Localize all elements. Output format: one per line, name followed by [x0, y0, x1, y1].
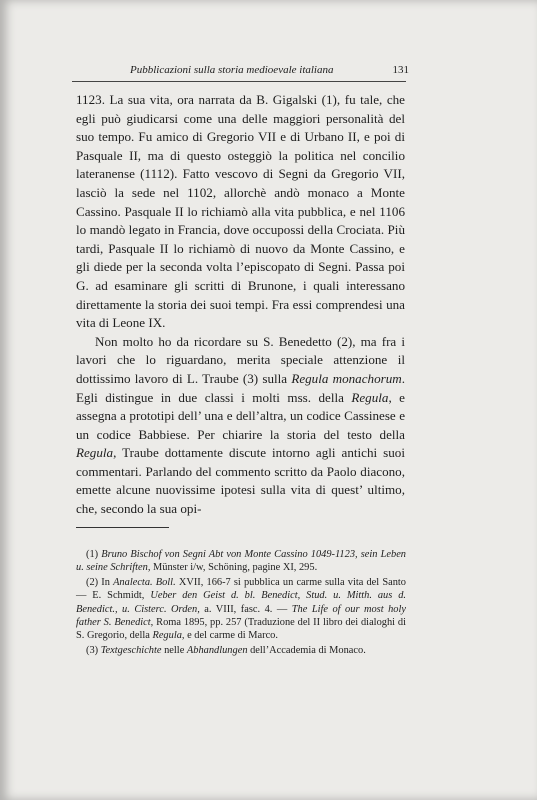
footnote-3-title-1: Textgeschichte — [100, 644, 162, 656]
running-title: Pubblicazioni sulla storia medioevale italiana — [130, 64, 334, 76]
page-number: 131 — [392, 64, 409, 76]
footnote-2-marker: (2) In — [86, 576, 114, 588]
footnote-rule — [76, 527, 169, 528]
footnote-3-title-2: Abhandlungen — [186, 644, 248, 656]
footnote-2 — [76, 576, 406, 643]
p2-title-regula-2: Regula — [76, 445, 114, 461]
footnote-3-marker: (3) — [86, 644, 101, 656]
p2-title-regula-monachorum: Regula monachorum — [291, 370, 402, 386]
footnotes — [76, 548, 406, 657]
footnote-3 — [76, 644, 406, 657]
footnote-2-title-2: The Life of our most holy father S. Benedict, — [76, 603, 406, 629]
footnote-2-title-3: Regula, — [152, 630, 185, 642]
footnote-1 — [76, 548, 406, 575]
footnote-3-text-c: nelle — [161, 644, 187, 656]
footnote-2-text-c: XVII, 166-7 si pubblica un carme sulla vita del Santo — E. Schmidt, — [76, 576, 406, 602]
header-rule — [72, 81, 406, 82]
p2-text-c: . Egli distingue in due classi i molti mss. della — [76, 370, 406, 405]
footnote-2-text-i: e del carme di Marco. — [184, 630, 278, 642]
footnote-1-text: Münster i/w, Schöning, pagine XI, 295. — [150, 562, 318, 574]
paragraph-1 — [76, 91, 405, 333]
footnote-2-title-1: Ueber den Geist d. bl. Benedict, Stud. u. Mitth. aus d. Benedict., u. Cisterc. Orden, — [76, 590, 406, 615]
paragraph-1-text: 1123. La sua vita, ora narrata da B. Gigalski (1), fu tale, che egli può giudicarsi come una delle maggiori personalità del suo tempo. Fu amico di Gregorio VII e di Urbano II, e poi di Pasquale II, ma di questo osteggiò la politica nel concilio lateranense (1112). Fatto vescovo di Segni da Gregorio VII, lasciò la sede nel 1102, allorchè andò monaco a Monte Cassino. Pasquale II lo richiamò alla vita pubblica, e nel 1106 lo mandò legato in Francia, dove occupossi della Crociata. Più tardi, Pasquale II lo richiamò di nuovo da Monte Cassino, e gli diede per la seconda volta l’episcopato di Segni. Passa poi G. ad esaminare gli scritti di Brunone, i quali interessano direttamente la storia dei suoi tempi. Fra essi comprendesi una vita di Leone IX. — [76, 92, 405, 331]
p2-text-g: , Traube dottamente discute intorno agli antichi suoi commentari. Parlando del commento scritto da Paolo diacono, emette alcune nuovissime ipotesi sulla vita di quest’ ultimo, che, secondo la sua opi- — [76, 445, 405, 517]
p2-text-e: , e assegna a prototipi dell’ una e dell’altra, un codice Cassinese e un codice Babbiese. Per chiarire la storia del testo della — [76, 389, 405, 442]
footnote-2-text-g: Roma 1895, pp. 257 (Traduzione del II libro dei dialoghi di S. Gregorio, della — [76, 617, 406, 642]
footnote-3-text-e: dell’Accademia di Monaco. — [247, 644, 366, 656]
p2-text-a: Non molto ho da ricordare su S. Benedetto (2), ma fra i lavori che lo riguardano, merita speciale attenzione il dottissimo lavoro di L. Traube (3) sulla — [76, 333, 405, 386]
paragraph-2 — [76, 333, 405, 519]
body-text — [76, 91, 405, 519]
p2-title-regula-1: Regula — [351, 389, 389, 405]
footnote-2-journal: Analecta. Boll. — [113, 576, 176, 588]
footnote-1-title: Bruno Bischof von Segni Abt von Monte Cassino 1049-1123, sein Leben u. seine Schriften, — [76, 549, 406, 574]
footnote-1-marker: (1) — [86, 549, 102, 560]
footnote-2-text-e: a. VIII, fasc. 4. — — [199, 603, 292, 615]
